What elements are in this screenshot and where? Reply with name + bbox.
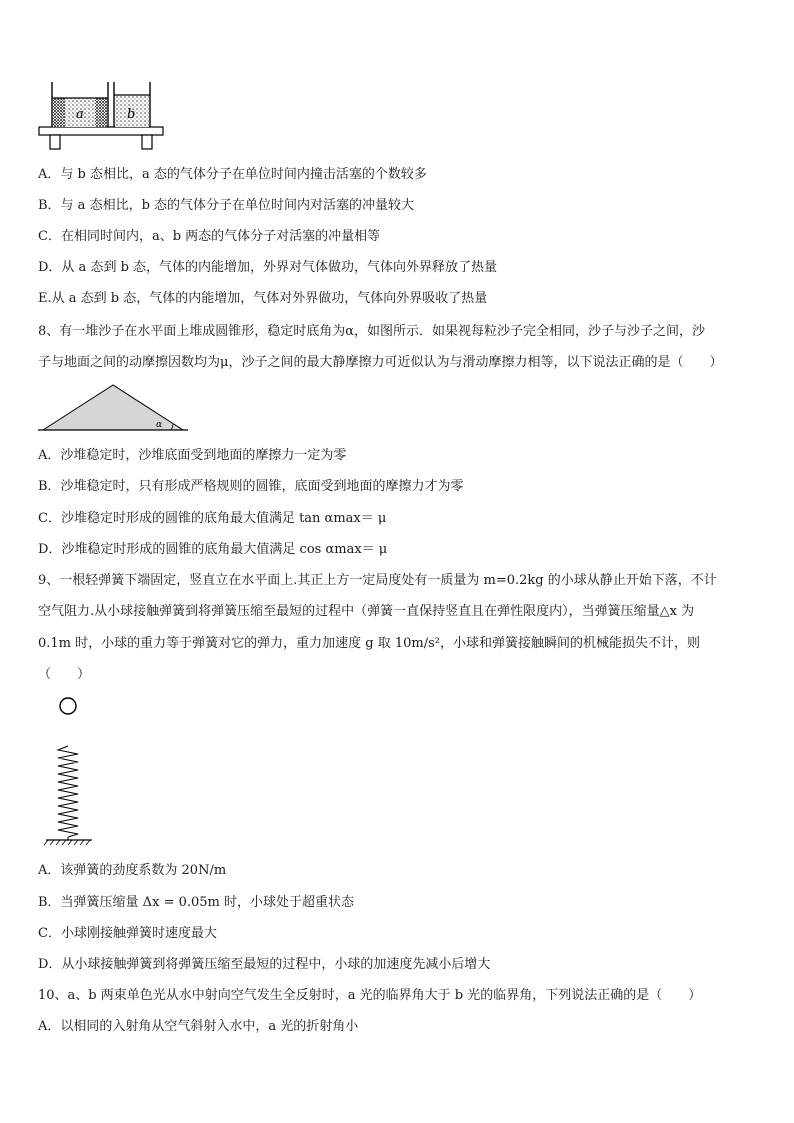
q7-option-d: D．从 a 态到 b 态，气体的内能增加，外界对气体做功，气体向外界释放了热量 [38, 260, 498, 275]
angle-alpha-label: α [156, 420, 163, 430]
cylinder-figure [36, 80, 166, 154]
q7-option-b: B．与 a 态相比，b 态的气体分子在单位时间内对活塞的冲量较大 [38, 198, 415, 213]
q9-stem-line-4: （ ） [38, 667, 91, 682]
q9-option-a: A．该弹簧的劲度系数为 20N/m [38, 863, 227, 878]
q7-option-e: E.从 a 态到 b 态，气体的内能增加，气体对外界做功，气体向外界吸收了热量 [38, 291, 488, 306]
figure-label-a: a [76, 107, 84, 122]
q9-option-d: D．从小球接触弹簧到将弹簧压缩至最短的过程中，小球的加速度先减小后增大 [38, 957, 491, 972]
q10-stem: 10、a、b 两束单色光从水中射向空气发生全反射时，a 光的临界角大于 b 光的临界角，下列说法正确的是（ ） [38, 988, 702, 1003]
q7-option-c: C．在相同时间内，a、b 两态的气体分子对活塞的冲量相等 [38, 229, 381, 244]
q9-stem-line-3: 0.1m 时，小球的重力等于弹簧对它的弹力，重力加速度 g 取 10m/s²，小球和弹簧接触瞬间的机械能损失不计，则 [38, 636, 700, 651]
q8-option-a: A．沙堆稳定时，沙堆底面受到地面的摩擦力一定为零 [38, 448, 347, 463]
q8-option-d: D．沙堆稳定时形成的圆锥的底角最大值满足 cos αmax＝ μ [38, 542, 388, 557]
q7-option-a: A．与 b 态相比，a 态的气体分子在单位时间内撞击活塞的个数较多 [38, 167, 427, 182]
q8-stem-line-2: 子与地面之间的动摩擦因数均为μ，沙子之间的最大静摩擦力可近似认为与滑动摩擦力相等，以下说法正确的是（ ） [38, 355, 723, 370]
q8-option-c: C．沙堆稳定时形成的圆锥的底角最大值满足 tan αmax＝ μ [38, 511, 387, 526]
figure-label-b: b [127, 107, 136, 122]
q8-stem-line-1: 8、有一堆沙子在水平面上堆成圆锥形，稳定时底角为α，如图所示．如果视每粒沙子完全相同，沙子与沙子之间，沙 [38, 324, 706, 339]
q9-stem-line-1: 9、一根轻弹簧下端固定，竖直立在水平面上.其正上方一定局度处有一质量为 m=0.2kg 的小球从静止开始下落，不计 [38, 573, 717, 588]
q8-option-b: B．沙堆稳定时，只有形成严格规则的圆锥，底面受到地面的摩擦力才为零 [38, 479, 464, 494]
q9-option-c: C．小球刚接触弹簧时速度最大 [38, 926, 217, 941]
spring-ball-figure [40, 694, 100, 846]
q9-option-b: B．当弹簧压缩量 Δx = 0.05m 时，小球处于超重状态 [38, 895, 354, 910]
q9-stem-line-2: 空气阻力.从小球接触弹簧到将弹簧压缩至最短的过程中（弹簧一直保持竖直且在弹性限度内），当弹簧压缩量△x 为 [38, 604, 695, 619]
q10-option-a: A．以相同的入射角从空气斜射入水中，a 光的折射角小 [38, 1019, 359, 1034]
sand-cone-figure [38, 378, 188, 434]
